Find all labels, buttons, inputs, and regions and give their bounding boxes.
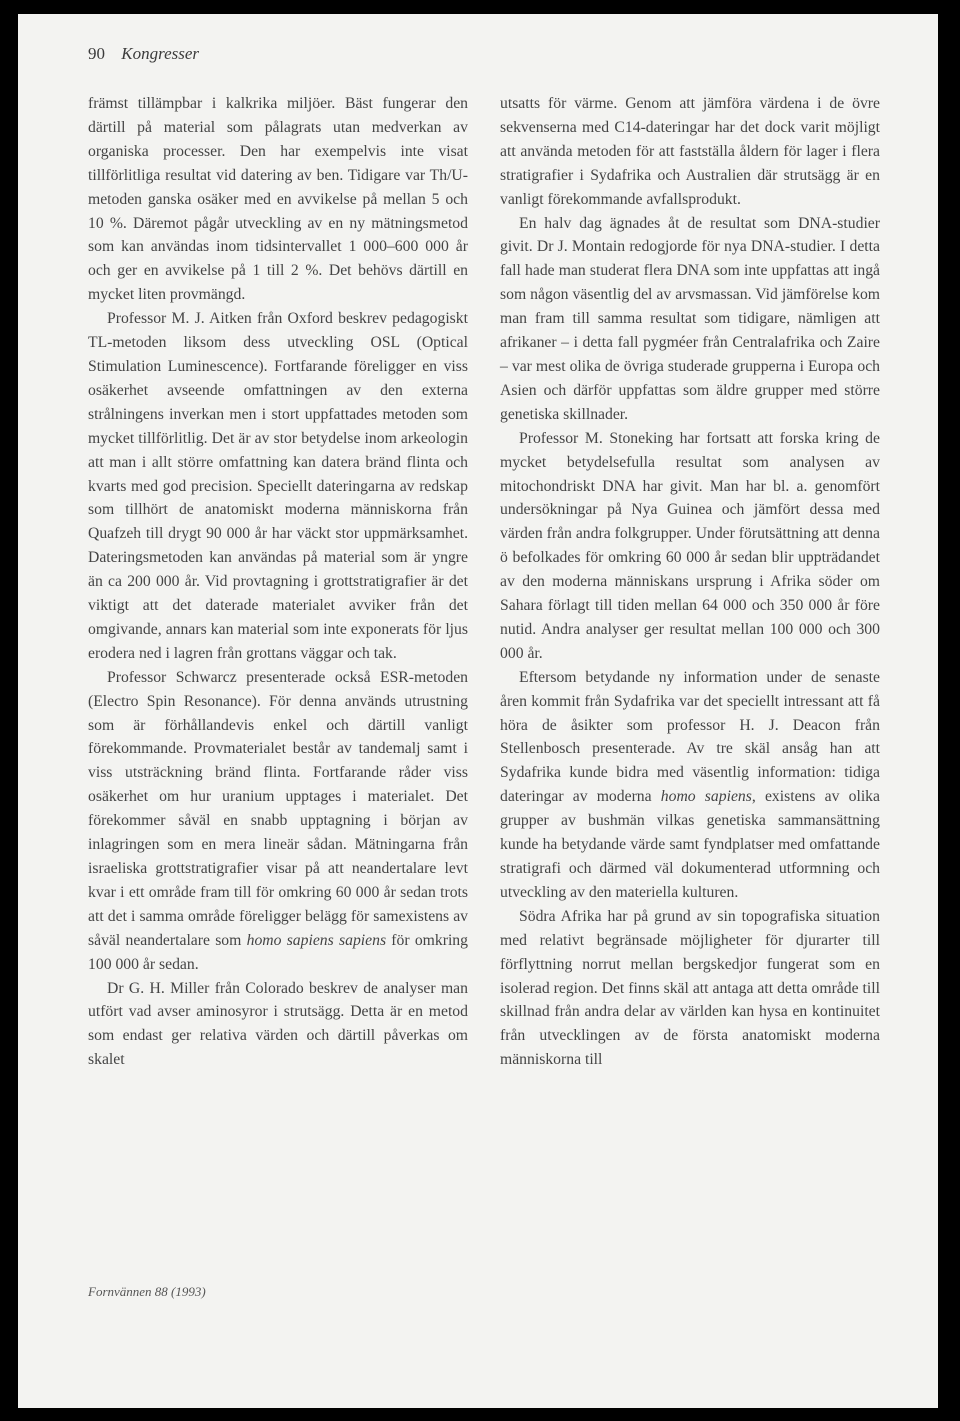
text-run: Eftersom betydande ny information under de senaste åren kommit från Sydafrika var det speciellt intressant att få höra de åsikter som professor H. J. Deacon från Stellenbosch presenterade. Av tre skäl ansåg han att Sydafrika kunde bidra med väsentlig information: tidiga dateringar av moderna [500,668,880,806]
italic-text: homo sapiens [660,788,752,806]
text-run: , existens av olika grupper av bushmän vilkas genetiska sammansättning kunde ha betydande värde samt fyndplatser med omfattande stratigrafi och därmed väl dokumenterad utformning och utveckling av den materiella kulturen. [500,788,880,901]
text-run: främst tillämpbar i kalkrika miljöer. Bäst fungerar den därtill på material som pålagrats utan medverkan av organiska processer. Den har exempelvis inte visat tillförlitliga resultat vid datering av ben. Tidigare var Th/U-metoden ganska osäker med en avvikelse på mellan 5 och 10 %. Däremot pågår utveckling av en ny mätningsmetod som kan användas inom tidsintervallet 1 000–600 000 år och ger en avvikelse på 1 till 2 %. Det behövs därtill en mycket liten provmängd. [88,95,468,304]
left-column [88,92,468,1072]
text-run: Professor M. Stoneking har fortsatt att forska kring de mycket betydelsefulla resultat som analysen av mitochondriskt DNA har givit. Man har bl. a. genomfört undersökningar på Nya Guinea och jämfört dessa med värden från andra folkgrupper. Under förutsättning att denna ö befolkades för omkring 60 000 år sedan blir uppträdandet av den moderna människans ursprung i Afrika söder om Sahara förlagt till tiden mellan 64 000 och 350 000 år före nutid. Andra analyser ger resultat mellan 100 000 och 300 000 år. [500,429,880,662]
paragraph [500,212,880,427]
text-run: En halv dag ägnades åt de resultat som DNA-studier givit. Dr J. Montain redogjorde för nya DNA-studier. I detta fall hade man studerat flera DNA som inte uppfattas att ingå som någon väsentlig del av arvsmassan. Vid jämförelse kom man fram till samma resultat som tidigare, nämligen att afrikaner – i detta fall pygméer från Centralafrika och Zaire – var mest olika de övriga studerade grupperna i Europa och Asien och därför uppfattas som äldre grupper med större genetiska skillnader. [500,214,880,423]
text-run: Södra Afrika har på grund av sin topografiska situation med relativt begränsade möjligheter för djurarter till förflyttning norrut mellan bergskedjor fungerat som en isolerad region. Det finns skäl att antaga att detta område till skillnad från andra delar av världen kan hysa en kontinuitet från utvecklingen av de första anatomiskt moderna människorna till [500,907,880,1069]
running-title: Kongresser [121,44,200,63]
paragraph [500,905,880,1072]
running-header [88,44,199,64]
paragraph [88,977,468,1073]
paragraph [88,666,468,977]
journal-footer: Fornvännen 88 (1993) [88,1284,206,1299]
text-run: Dr G. H. Miller från Colorado beskrev de analyser man utfört vad avser aminosyror i strutsägg. Detta är en metod som endast ger relativa värden och därtill påverkas om skalet [88,979,468,1069]
italic-text: homo sapiens sapiens [246,931,387,949]
paragraph [88,307,468,666]
right-column [500,92,880,1072]
paragraph [500,427,880,666]
paragraph [500,92,880,212]
text-run: för omkring 100 000 år sedan. [88,931,468,973]
text-run: utsatts för värme. Genom att jämföra värdena i de övre sekvenserna med C14-dateringar har det dock varit möjligt att använda metoden för att fastställa åldern för lager i flera stratigrafier i Sydafrika och Australien där strutsägg är en vanligt förekommande avfallsprodukt. [500,95,880,208]
paragraph [88,92,468,307]
paragraph [500,666,880,905]
text-run: Professor M. J. Aitken från Oxford beskrev pedagogiskt TL-metoden liksom dess utveckling OSL (Optical Stimulation Luminescence). Fortfarande föreligger en viss osäkerhet avseende omfattningen av den externa strålningens inverkan men i stort uppfattades metoden som mycket tillförlitlig. Det är av stor betydelse inom arkeologin att man i allt större omfattning kan datera bränd flinta och kvarts med god precision. Speciellt dateringarna av redskap som tillhört de anatomiskt moderna människorna från Quafzeh till drygt 90 000 år har väckt stor uppmärksamhet. Dateringsmetoden kan användas på material som är yngre än ca 200 000 år. Vid provtagning i grottstratigrafier är det viktigt att det daterade materialet avviker från det omgivande, annars kan material som inte exponerats för ljus erodera ned i lagren från grottans väggar och tak. [88,310,468,662]
text-run: Professor Schwarcz presenterade också ESR-metoden (Electro Spin Resonance). För denna används utrustning som är förhållandevis enkel och därtill vanligt förekommande. Provmaterialet består av tandemalj samt i viss utsträckning bränd flinta. Fortfarande råder viss osäkerhet om hur uranium upptages i materialet. Det förekommer såväl en snabb upptagning i början av inlagringen som en mera lineär sådan. Mätningarna från israeliska grottstratigrafier visar på att neandertalare levt kvar i ett område fram till för omkring 60 000 år sedan trots att det i samma område föreligger belägg för samexistens av såväl neandertalare som [88,668,468,949]
page-number: 90 [88,44,105,63]
